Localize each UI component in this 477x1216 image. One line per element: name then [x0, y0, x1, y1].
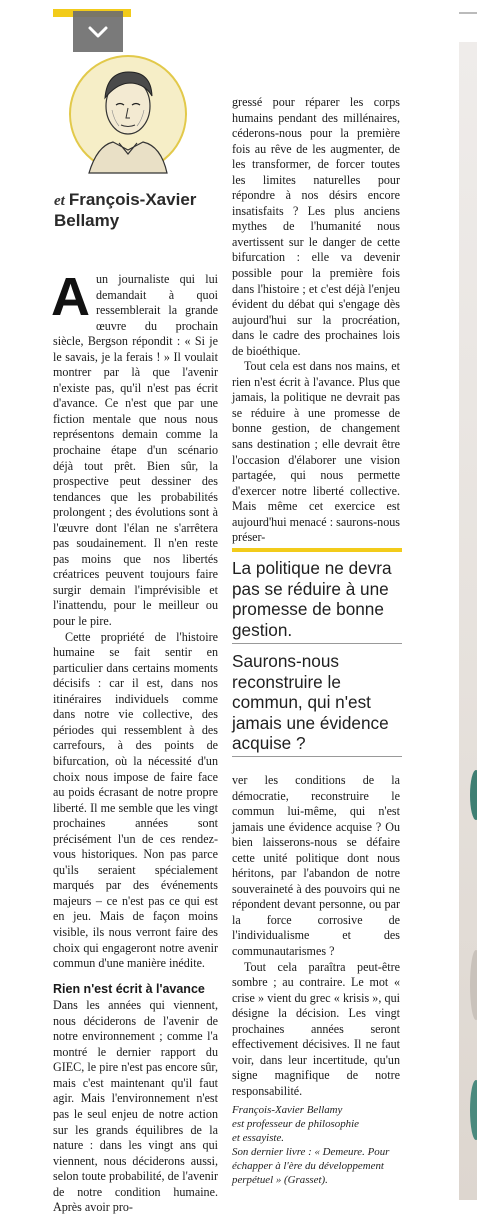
author-portrait	[61, 50, 195, 174]
collapse-button[interactable]	[73, 11, 123, 52]
paragraph: Tout cela est dans nos mains, et rien n'est écrit à l'avance. Plus que jamais, la politique ne devrait pas se réduire à une promesse de bonne gestion, de changement sans destination ; elle devrait être l'occasion d'élaborer une vision partagée, qui nous permette d'exercer notre liberté collective. Mais même cet exercice est aujourd'hui menacé : saurons-nous préser-	[232, 359, 400, 545]
paragraph: Tout cela paraîtra peut-être sombre ; au contraire. Le mot « crise » vient du grec « krisis », qui désigne la décision. Les vingt prochaines années seront effectivement décisives. Il ne faut voir, dans leur incertitude, qu'un signe magnifique de notre responsabilité.	[232, 959, 400, 1098]
author-signature	[232, 1103, 404, 1187]
signature-line: et essayiste.	[232, 1132, 285, 1144]
paragraph: ver les conditions de la démocratie, reconstruire le commun lui-même, qui n'est jamais une évidence acquise ? Ou bien laisserons-nous se défaire cette unité politique dont nous héritons, par l'abandon de notre souveraineté à des pouvoirs qui ne répondent devant personne, ou par la force corrosive de l'individualisme et des communautarismes ?	[232, 773, 400, 959]
photo-shape	[470, 770, 477, 820]
pull-quote-1: La politique ne devra pas se réduire à une promesse de bonne gestion.	[232, 558, 392, 640]
paragraph: gressé pour réparer les corps humains pendant des millénaires, céderons-nous pour la première fois au rêve de les augmenter, de les transformer, de forcer toutes les limites naturelles pour répondre à nos désirs encore insatisfaits ? Les plus anciens mythes de l'humanité nous avertissent sur le danger de cette bifurcation : elle va devenir possible pour la première fois dans l'histoire ; et c'est déjà l'enjeu évident du débat qui s'engage dès aujourd'hui sur la procréation, dans le cadre des prochaines lois de bioéthique.	[232, 95, 400, 358]
article-column-3	[232, 773, 400, 1099]
drop-cap: A	[51, 267, 90, 327]
top-edge-mark	[459, 12, 477, 14]
side-photo	[459, 42, 477, 1200]
article-column-1	[51, 267, 218, 1216]
paragraph: Cette propriété de l'histoire humaine se fait sentir en particulier dans certains moments décisifs : car il est, dans nos itinéraires individuels comme dans notre vie collective, des périodes qui ressemblent à des carrefours, à des points de bifurcation, où la nécessité d'un choix nous impose de faire face au poids écrasant de notre propre liberté. Il me semble que les vingt prochaines années sont précisément l'un de ces rendez-vous historiques. Non pas parce qu'ils seraient spécialement marqués par des événements majeurs – ce n'est pas ce qui est en jeu. Mais de façon moins visible, ils nous verront faire des choix qui engageront notre avenir commun d'une manière inédite.	[53, 629, 218, 971]
signature-line: est professeur de philosophie	[232, 1118, 359, 1130]
pull-quote-divider	[232, 756, 402, 757]
paragraph	[51, 267, 218, 630]
section-subheading: Rien n'est écrit à l'avance	[53, 981, 205, 996]
pull-quote-2: Saurons-nous reconstruire le commun, qui n'est jamais une évidence acquise ?	[232, 651, 389, 753]
photo-shape	[470, 950, 477, 1020]
chevron-down-icon	[87, 25, 109, 39]
paragraph-text: un journaliste qui lui demandait à quoi ressemblerait la grande œuvre du prochain siècle, Bergson répondit : « Si je le savais, je la ferais ! » Il voulait montrer par là que l'avenir n'existe pas, qu'il n'est pas écrit d'avance. Ce n'est que par une fiction mentale que nous nous représentons demain comme la prochaine étape d'un scénario déjà tout prêt. Bien sûr, la prospective peut dessiner des tendances que les probabilités prolongent ; des évolutions sont à l'œuvre dont l'élan ne s'arrêtera pas soudainement. Il n'en reste pas moins que nos libertés créatrices peuvent toujours faire surgir demain l'imprévisible et l'inattendu, pour le meilleur ou pour le pire.	[53, 272, 218, 629]
photo-shape	[470, 1080, 477, 1140]
signature-line: échapper à l'ère du développement	[232, 1160, 384, 1172]
article-column-2	[232, 95, 400, 546]
signature-line: François-Xavier Bellamy	[232, 1104, 343, 1116]
pull-quote-divider	[232, 643, 402, 644]
pull-quote-accent-rule	[232, 548, 402, 552]
byline-prefix: et	[54, 193, 65, 209]
author-byline	[54, 190, 224, 232]
signature-line: perpétuel » (Grasset).	[232, 1174, 328, 1186]
signature-line: Son dernier livre : « Demeure. Pour	[232, 1146, 390, 1158]
author-name: François-Xavier Bellamy	[54, 190, 197, 230]
paragraph: Dans les années qui viennent, nous déciderons de l'avenir de notre environnement ; comme l'a montré le dernier rapport du GIEC, le pire n'est pas encore sûr, mais c'est maintenant qu'il faut agir. Mais l'environnement n'est pas le seul enjeu de notre action sur les grands équilibres de la nature : dans les vingt ans qui viennent, nous déciderons aussi, selon toute probabilité, de l'avenir de notre condition humaine. Après avoir pro-	[53, 998, 218, 1215]
